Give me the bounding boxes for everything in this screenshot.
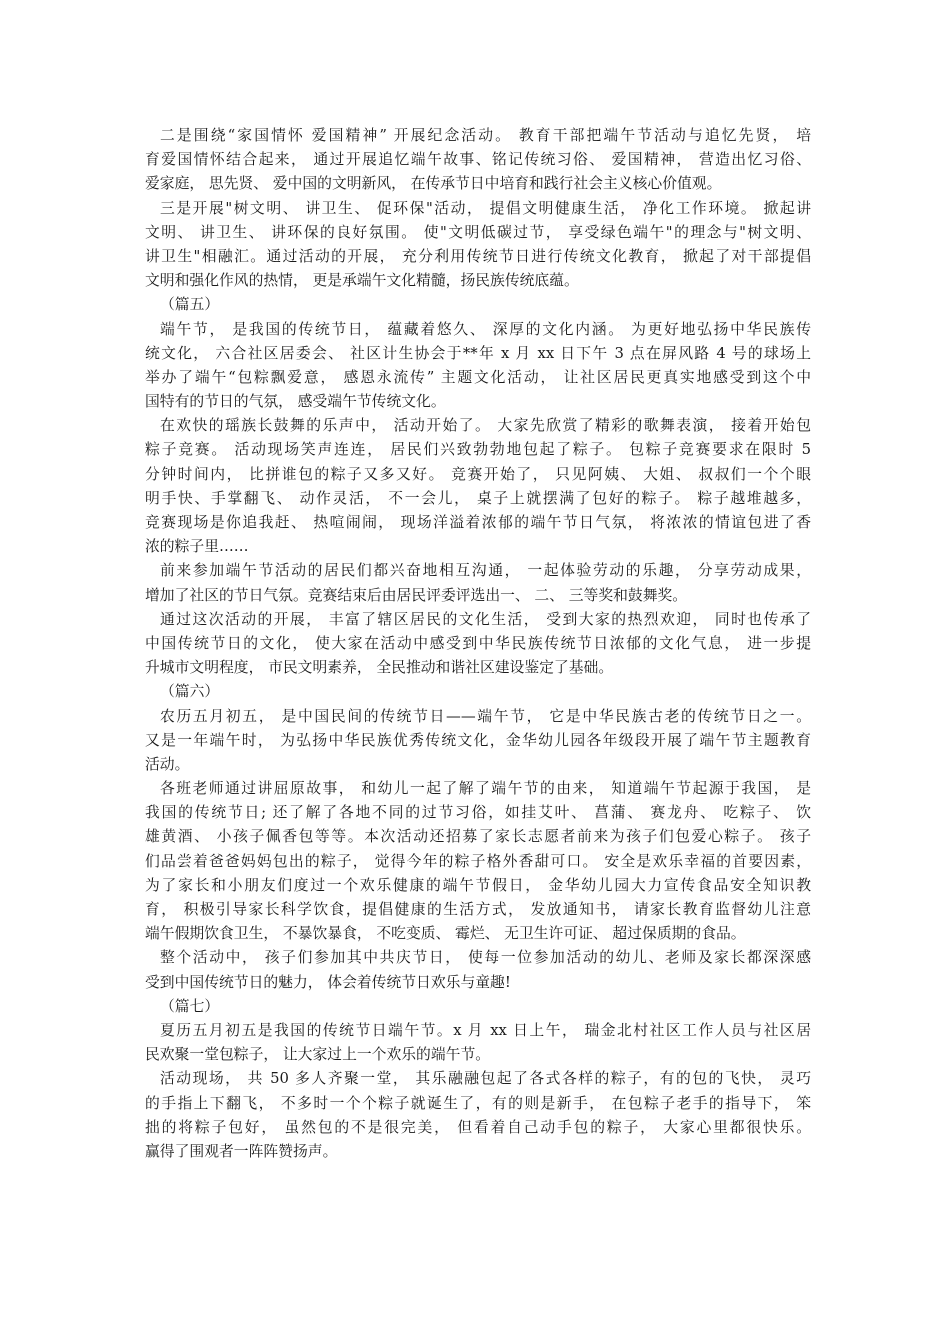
text-line: 粽子竞赛。 活动现场笑声连连， 居民们兴致勃勃地包起了粽子。 包粽子竞赛要求在限时 5	[145, 441, 811, 459]
text-line: 国特有的节日的气氛， 感受端午节传统文化。	[145, 393, 446, 411]
text-line: 雄黄酒、 小孩子佩香包等等。本次活动还招募了家长志愿者前来为孩子们包爱心粽子。 孩子	[145, 828, 811, 846]
text-line: 端午假期饮食卫生， 不暴饮暴食， 不吃变质、 霉烂、 无卫生许可证、 超过保质期的食品。	[145, 925, 746, 943]
text-line: 们品尝着爸爸妈妈包出的粽子， 觉得今年的粽子格外香甜可口。 安全是欢乐幸福的首要因素，	[145, 852, 811, 870]
text-line: 夏历五月初五是我国的传统节日端午节。x 月 xx 日上午， 瑞金北村社区工作人员与社区居	[160, 1021, 811, 1039]
text-line: 育爱国情怀结合起来， 通过开展追忆端午故事、铭记传统习俗、 爱国精神， 营造出忆习俗、	[145, 151, 811, 169]
text-line: 统文化， 六合社区居委会、 社区计生协会于**年 x 月 xx 日下午 3 点在屏风路 4 号的球场上	[145, 344, 811, 362]
text-line: （篇七）	[160, 997, 220, 1015]
text-line: 活动现场， 共 50 多人齐聚一堂， 其乐融融包起了各式各样的粽子，有的包的飞快， 灵巧	[160, 1070, 811, 1088]
text-line: 赢得了围观者一阵阵赞扬声。	[145, 1142, 338, 1160]
text-line: 前来参加端午节活动的居民们都兴奋地相互沟通， 一起体验劳动的乐趣， 分享劳动成果，	[160, 562, 811, 580]
text-line: 为了家长和小朋友们度过一个欢乐健康的端午节假日， 金华幼儿园大力宣传食品安全知识教	[145, 876, 811, 894]
text-line: 我国的传统节日; 还了解了各地不同的过节习俗，如挂艾叶、 菖蒲、 赛龙舟、 吃粽子、 饮	[145, 804, 811, 822]
text-line: 通过这次活动的开展， 丰富了辖区居民的文化生活， 受到大家的热烈欢迎， 同时也传承了	[160, 610, 811, 628]
text-line: 二是围绕“家国情怀 爱国精神” 开展纪念活动。 教育干部把端午节活动与追忆先贤， 培	[160, 127, 811, 144]
text-line: 文明、 讲卫生、 讲环保的良好氛围。 使"文明低碳过节， 享受绿色端午"的理念与"树文明、	[145, 223, 811, 241]
text-line: 文明和强化作风的热情， 更是承端午文化精髓，扬民族传统底蕴。	[145, 272, 579, 290]
text-line: 升城市文明程度， 市民文明素养， 全民推动和谐社区建设鉴定了基础。	[145, 659, 614, 677]
text-line: 活动。	[145, 755, 190, 773]
text-line: 爱家庭， 思先贤、 爱中国的文明新风， 在传承节日中培育和践行社会主义核心价值观。	[145, 175, 722, 193]
text-line: 增加了社区的节日气氛。竞赛结束后由居民评委评选出一、 二、 三等奖和鼓舞奖。	[145, 586, 688, 604]
text-line: 浓的粽子里……	[145, 538, 249, 556]
text-line: 农历五月初五， 是中国民间的传统节日——端午节， 它是中华民族古老的传统节日之一。	[160, 707, 811, 725]
text-line: 举办了端午“包粽飘爱意， 感恩永流传” 主题文化活动， 让社区居民更真实地感受到这个中	[145, 368, 811, 386]
text-line: 端午节， 是我国的传统节日， 蕴藏着悠久、 深厚的文化内涵。 为更好地弘扬中华民族传	[160, 320, 811, 338]
text-line: 分钟时间内， 比拼谁包的粽子又多又好。 竞赛开始了， 只见阿姨、 大姐、 叔叔们一个个眼	[145, 465, 811, 483]
text-line: 受到中国传统节日的魅力， 体会着传统节日欢乐与童趣!	[145, 973, 511, 991]
text-line: 三是开展"树文明、 讲卫生、 促环保"活动， 提倡文明健康生活， 净化工作环境。 掀起讲	[160, 199, 811, 217]
text-line: 在欢快的瑶族长鼓舞的乐声中， 活动开始了。 大家先欣赏了精彩的歌舞表演， 接着开始包	[160, 417, 811, 435]
text-line: （篇六）	[160, 683, 220, 701]
text-line: 又是一年端午时， 为弘扬中华民族优秀传统文化，金华幼儿园各年级段开展了端午节主题教育	[145, 731, 811, 749]
text-line: 育， 积极引导家长科学饮食，提倡健康的生活方式， 发放通知书， 请家长教育监督幼儿注意	[145, 901, 811, 918]
document-body	[145, 124, 811, 1164]
text-line: 竞赛现场是你追我赶、 热喧闹闹， 现场洋溢着浓郁的端午节日气氛， 将浓浓的情谊包进了香	[145, 514, 811, 531]
text-line: 拙的将粽子包好， 虽然包的不是很完美， 但看着自己动手包的粽子， 大家心里都很快乐。	[145, 1118, 811, 1136]
text-line: 民欢聚一堂包粽子， 让大家过上一个欢乐的端午节。	[145, 1046, 491, 1064]
text-line: 明手快、手掌翻飞、 动作灵活， 不一会儿， 桌子上就摆满了包好的粽子。 粽子越堆越多，	[145, 489, 811, 507]
text-line: 中国传统节日的文化， 使大家在活动中感受到中华民族传统节日浓郁的文化气息， 进一步提	[145, 634, 811, 652]
text-line: 的手指上下翻飞， 不多时一个个粽子就诞生了，有的则是新手， 在包粽子老手的指导下， 笨	[145, 1094, 811, 1112]
text-line: 讲卫生"相融汇。通过活动的开展， 充分利用传统节日进行传统文化教育， 掀起了对干部提倡	[145, 247, 811, 265]
text-line: 各班老师通过讲屈原故事， 和幼儿一起了解了端午节的由来， 知道端午节起源于我国， 是	[160, 780, 811, 798]
text-line: 整个活动中， 孩子们参加其中共庆节日， 使每一位参加活动的幼儿、老师及家长都深深感	[160, 949, 811, 967]
text-line: （篇五）	[160, 296, 220, 314]
